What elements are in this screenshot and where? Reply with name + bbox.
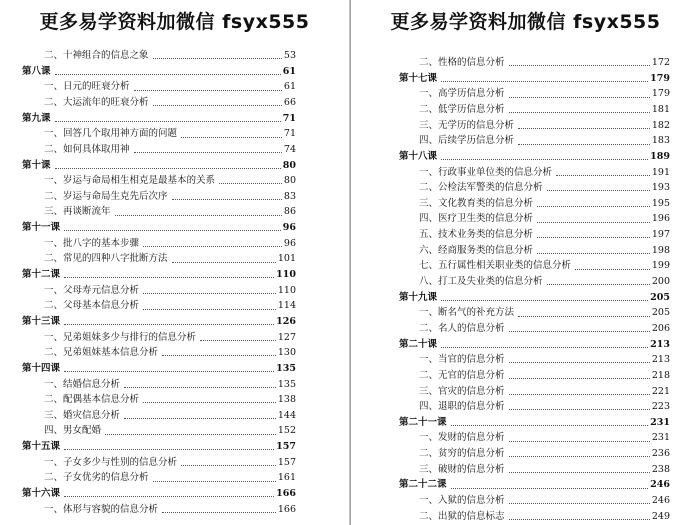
toc-entry-label: 二、大运流年的旺衰分析 (44, 96, 149, 108)
dot-leader (143, 309, 276, 310)
dot-leader (509, 112, 650, 113)
dot-leader (181, 137, 282, 138)
dot-leader (518, 144, 650, 145)
toc-section-row (0, 423, 349, 439)
toc-section-row (351, 196, 699, 212)
toc-entry-label: 二、配偶基本信息分析 (44, 394, 140, 406)
dot-leader (172, 199, 282, 200)
toc-page-number: 130 (277, 347, 296, 359)
toc-section-row (351, 305, 699, 321)
dot-leader (537, 222, 650, 223)
toc-page-number: 231 (651, 432, 670, 444)
toc-section-row (351, 462, 699, 478)
toc-page-number: 157 (277, 456, 296, 468)
toc-page-number: 86 (283, 206, 296, 218)
table-of-contents (0, 48, 349, 517)
toc-page-number: 195 (651, 197, 670, 209)
toc-section-row (0, 283, 349, 299)
toc-section-row (0, 236, 349, 252)
toc-section-row (351, 383, 699, 399)
dot-leader (537, 206, 650, 207)
dot-leader (134, 152, 282, 153)
toc-entry-label: 五、技术业务类的信息分析 (419, 229, 534, 241)
toc-page-number: 127 (277, 331, 296, 343)
toc-chapter-row (351, 290, 699, 306)
dot-leader (509, 409, 650, 410)
dot-leader (451, 425, 649, 426)
toc-entry-label: 第十七课 (399, 72, 438, 84)
dot-leader (162, 512, 276, 513)
toc-page-number: 135 (276, 362, 296, 374)
toc-chapter-row (0, 64, 349, 80)
dot-leader (134, 90, 282, 91)
toc-entry-label: 二、子女优劣的信息分析 (44, 472, 149, 484)
toc-page-number: 213 (650, 338, 670, 350)
dot-leader (181, 465, 276, 466)
toc-page-number: 126 (276, 315, 296, 327)
toc-chapter-row (0, 267, 349, 283)
toc-entry-label: 一、当官的信息分析 (419, 354, 505, 366)
dot-leader (105, 434, 276, 435)
toc-page-number: 71 (283, 128, 296, 140)
dot-leader (509, 362, 650, 363)
toc-section-row (351, 321, 699, 337)
left-page (0, 0, 349, 525)
toc-section-row (351, 399, 699, 415)
toc-page-number: 231 (650, 416, 670, 428)
toc-page-number: 135 (277, 378, 296, 390)
toc-entry-label: 二、出狱的信息标志 (419, 510, 505, 522)
toc-entry-label: 三、破财的信息分析 (419, 463, 505, 475)
dot-leader (509, 65, 650, 66)
dot-leader (509, 503, 650, 504)
toc-entry-label: 第十九课 (399, 291, 438, 303)
toc-entry-label: 四、男女配婚 (44, 425, 102, 437)
dot-leader (55, 168, 281, 169)
toc-section-row (351, 102, 699, 118)
dot-leader (143, 402, 276, 403)
toc-entry-label: 二、贫穷的信息分析 (419, 448, 505, 460)
page-header: 更多易学资料加微信 fsyx555 (39, 11, 310, 33)
toc-page-number: 96 (282, 222, 296, 234)
toc-page-number: 249 (651, 510, 670, 522)
toc-entry-label: 二、低学历信息分析 (419, 103, 505, 115)
toc-page-number: 246 (650, 479, 670, 491)
toc-entry-label: 一、回答几个取用神方面的问题 (44, 128, 178, 140)
toc-page-number: 83 (283, 190, 296, 202)
toc-entry-label: 二、十神组合的信息之象 (44, 50, 149, 62)
toc-entry-label: 二、如何具体取用神 (44, 143, 130, 155)
toc-chapter-row (351, 337, 699, 353)
toc-section-row (351, 118, 699, 134)
toc-page-number: 196 (651, 213, 670, 225)
toc-section-row (351, 368, 699, 384)
toc-section-row (351, 211, 699, 227)
toc-page-number: 61 (282, 65, 296, 77)
dot-leader (153, 481, 276, 482)
toc-section-row (0, 502, 349, 518)
dot-leader (115, 215, 282, 216)
toc-page-number: 221 (651, 385, 670, 397)
toc-chapter-row (351, 415, 699, 431)
toc-page-number: 238 (651, 463, 670, 475)
toc-section-row (351, 133, 699, 149)
toc-entry-label: 四、后续学历信息分析 (419, 135, 515, 147)
toc-entry-label: 一、批八字的基本步骤 (44, 237, 140, 249)
toc-chapter-row (0, 361, 349, 377)
toc-entry-label: 八、打工及失业类的信息分析 (419, 276, 543, 288)
dot-leader (143, 246, 282, 247)
toc-section-row (351, 430, 699, 446)
toc-entry-label: 第十二课 (22, 269, 61, 281)
dot-leader (509, 378, 650, 379)
toc-page-number: 152 (277, 425, 296, 437)
dot-leader (162, 355, 276, 356)
toc-page-number: 166 (276, 488, 296, 499)
toc-section-row (0, 298, 349, 314)
toc-entry-label: 一、日元的旺衰分析 (44, 81, 130, 93)
toc-section-row (0, 376, 349, 392)
toc-page-number: 110 (277, 284, 296, 296)
toc-chapter-row (0, 439, 349, 455)
toc-section-row (0, 48, 349, 64)
toc-entry-label: 第二十课 (399, 338, 438, 350)
toc-chapter-row (351, 71, 699, 87)
toc-section-row (0, 470, 349, 486)
toc-page-number: 166 (277, 503, 296, 515)
dot-leader (537, 253, 650, 254)
toc-entry-label: 一、断名气的补充方法 (419, 307, 515, 319)
dot-leader (441, 347, 648, 348)
toc-section-row (351, 227, 699, 243)
toc-entry-label: 三、再谈断流年 (44, 206, 111, 218)
toc-section-row (351, 258, 699, 274)
toc-chapter-row (351, 477, 699, 493)
toc-page-number: 161 (277, 472, 296, 484)
toc-entry-label: 第十课 (22, 159, 51, 171)
toc-section-row (0, 173, 349, 189)
toc-page-number: 213 (651, 354, 670, 366)
toc-section-row (0, 408, 349, 424)
toc-page-number: 80 (283, 175, 296, 187)
toc-entry-label: 二、父母基本信息分析 (44, 300, 140, 312)
toc-page-number: 96 (283, 237, 296, 249)
dot-leader (200, 340, 276, 341)
toc-page-number: 114 (277, 300, 296, 312)
dot-leader (451, 488, 649, 489)
toc-section-row (351, 493, 699, 509)
toc-section-row (0, 142, 349, 158)
toc-entry-label: 第十八课 (399, 150, 438, 162)
dot-leader (509, 519, 650, 520)
toc-entry-label: 一、发财的信息分析 (419, 432, 505, 444)
toc-page-number: 110 (276, 269, 296, 281)
toc-page-number: 172 (651, 57, 670, 69)
dot-leader (518, 316, 650, 317)
toc-chapter-row (0, 314, 349, 330)
toc-entry-label: 二、名人的信息分析 (419, 322, 505, 334)
dot-leader (219, 183, 282, 184)
toc-page-number: 74 (283, 143, 296, 155)
toc-entry-label: 第二十二课 (399, 479, 447, 491)
toc-page-number: 71 (282, 112, 296, 124)
toc-chapter-row (0, 157, 349, 173)
toc-entry-label: 四、退职的信息分析 (419, 401, 505, 413)
toc-page-number: 191 (651, 166, 670, 178)
dot-leader (124, 387, 276, 388)
toc-entry-label: 三、文化教育类的信息分析 (419, 197, 534, 209)
dot-leader (64, 371, 274, 372)
toc-entry-label: 第八课 (22, 65, 51, 77)
toc-entry-label: 一、子女多少与性别的信息分析 (44, 456, 178, 468)
toc-page-number: 179 (650, 72, 670, 84)
toc-entry-label: 第十三课 (22, 315, 61, 327)
toc-page-number: 53 (283, 50, 296, 62)
toc-entry-label: 第十一课 (22, 222, 61, 234)
toc-entry-label: 一、行政事业单位类的信息分析 (419, 166, 553, 178)
toc-chapter-row (351, 149, 699, 165)
toc-section-row (0, 455, 349, 471)
toc-page-number: 157 (276, 441, 296, 453)
toc-page-number: 200 (651, 276, 670, 288)
toc-section-row (0, 345, 349, 361)
toc-section-row (351, 55, 699, 71)
toc-entry-label: 四、医疗卫生类的信息分析 (419, 213, 534, 225)
dot-leader (55, 74, 281, 75)
toc-entry-label: 二、岁运与命局生克先后次序 (44, 190, 168, 202)
toc-section-row (0, 189, 349, 205)
toc-chapter-row (0, 486, 349, 502)
dot-leader (64, 496, 274, 497)
dot-leader (509, 394, 650, 395)
toc-entry-label: 第二十一课 (399, 416, 447, 428)
toc-entry-label: 二、常见的四种八字批断方法 (44, 253, 168, 265)
toc-entry-label: 三、官灾的信息分析 (419, 385, 505, 397)
dot-leader (55, 121, 281, 122)
toc-page-number: 144 (277, 409, 296, 421)
toc-entry-label: 第十四课 (22, 362, 61, 374)
toc-page-number: 101 (277, 253, 296, 265)
toc-section-row (351, 164, 699, 180)
dot-leader (143, 293, 276, 294)
dot-leader (547, 190, 650, 191)
dot-leader (441, 159, 648, 160)
dot-leader (64, 230, 281, 231)
toc-entry-label: 一、体形与容貌的信息分析 (44, 503, 159, 515)
dot-leader (518, 128, 650, 129)
dot-leader (556, 175, 650, 176)
toc-page-number: 193 (651, 182, 670, 194)
toc-entry-label: 一、结婚信息分析 (44, 378, 121, 390)
toc-page-number: 179 (651, 88, 670, 100)
toc-section-row (351, 509, 699, 525)
toc-section-row (0, 330, 349, 346)
toc-section-row (351, 180, 699, 196)
toc-entry-label: 第十五课 (22, 441, 61, 453)
dot-leader (124, 418, 276, 419)
toc-section-row (0, 392, 349, 408)
dot-leader (537, 237, 650, 238)
dot-leader (64, 449, 274, 450)
toc-entry-label: 三、婚灾信息分析 (44, 409, 121, 421)
toc-chapter-row (0, 220, 349, 236)
toc-page-number: 66 (283, 96, 296, 108)
dot-leader (64, 277, 274, 278)
toc-page-number: 205 (651, 307, 670, 319)
dot-leader (509, 441, 650, 442)
dot-leader (441, 300, 648, 301)
toc-section-row (351, 86, 699, 102)
toc-page-number: 80 (282, 159, 296, 171)
toc-page-number: 181 (651, 103, 670, 115)
dot-leader (64, 324, 274, 325)
dot-leader (441, 81, 648, 82)
toc-section-row (351, 243, 699, 259)
toc-page-number: 197 (651, 229, 670, 241)
toc-entry-label: 一、高学历信息分析 (419, 88, 505, 100)
toc-section-row (0, 126, 349, 142)
toc-page-number: 183 (651, 135, 670, 147)
dot-leader (509, 456, 650, 457)
toc-entry-label: 二、无官的信息分析 (419, 369, 505, 381)
dot-leader (153, 58, 282, 59)
dot-leader (172, 262, 276, 263)
toc-section-row (0, 95, 349, 111)
toc-entry-label: 二、性格的信息分析 (419, 57, 505, 69)
right-page (351, 0, 699, 525)
toc-entry-label: 六、经商服务类的信息分析 (419, 244, 534, 256)
toc-page-number: 205 (650, 291, 670, 303)
toc-section-row (0, 251, 349, 267)
toc-entry-label: 一、父母寿元信息分析 (44, 284, 140, 296)
toc-entry-label: 第九课 (22, 112, 51, 124)
toc-page-number: 236 (651, 448, 670, 460)
dot-leader (547, 284, 650, 285)
dot-leader (509, 472, 650, 473)
toc-section-row (351, 352, 699, 368)
dot-leader (509, 331, 650, 332)
toc-page-number: 189 (650, 150, 670, 162)
toc-page-number: 198 (651, 244, 670, 256)
dot-leader (575, 269, 650, 270)
toc-page-number: 223 (651, 401, 670, 413)
toc-entry-label: 一、入狱的信息分析 (419, 495, 505, 506)
toc-entry-label: 二、公检法军警类的信息分析 (419, 182, 543, 194)
toc-section-row (0, 204, 349, 220)
toc-page-number: 246 (651, 495, 670, 506)
toc-page-number: 138 (277, 394, 296, 406)
toc-page-number: 218 (651, 369, 670, 381)
dot-leader (153, 105, 282, 106)
toc-entry-label: 七、五行属性相关职业类的信息分析 (419, 260, 572, 272)
table-of-contents (351, 55, 699, 524)
page-header: 更多易学资料加微信 fsyx555 (390, 11, 661, 33)
toc-section-row (351, 274, 699, 290)
toc-page-number: 206 (651, 322, 670, 334)
toc-entry-label: 第十六课 (22, 488, 61, 499)
toc-section-row (0, 79, 349, 95)
toc-entry-label: 二、兄弟姐妹基本信息分析 (44, 347, 159, 359)
toc-page-number: 199 (651, 260, 670, 272)
dot-leader (509, 97, 650, 98)
toc-section-row (351, 446, 699, 462)
toc-entry-label: 三、无学历的信息分析 (419, 119, 515, 131)
toc-chapter-row (0, 111, 349, 127)
toc-page-number: 182 (651, 119, 670, 131)
toc-entry-label: 一、岁运与命局相生相克是最基本的关系 (44, 175, 216, 187)
toc-entry-label: 一、兄弟姐妹多少与排行的信息分析 (44, 331, 197, 343)
toc-page-number: 61 (283, 81, 296, 93)
